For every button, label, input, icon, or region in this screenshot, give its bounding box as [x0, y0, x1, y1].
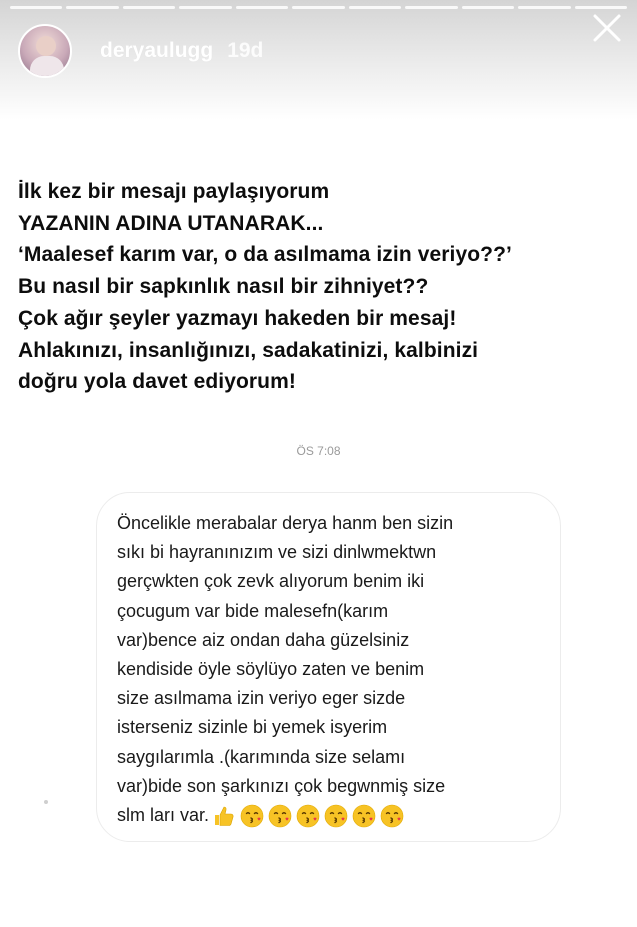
thumbs-up-icon [212, 804, 236, 828]
headline-line: Bu nasıl bir sapkınlık nasıl bir zihniyet?? [18, 275, 429, 299]
message-line: saygılarımla .(karımında size selamı [117, 746, 406, 767]
time-ago: 19d [227, 39, 264, 62]
message-line: slm ları var. [117, 805, 210, 826]
headline-line: İlk kez bir mesajı paylaşıyorum [18, 180, 330, 203]
progress-segment [462, 6, 514, 9]
username[interactable]: deryaulugg [100, 39, 214, 62]
story-headline [18, 176, 628, 398]
message-line: var)bence aiz ondan daha güzelsiniz [117, 629, 410, 650]
progress-segment [236, 6, 288, 9]
story-header [18, 22, 619, 80]
kiss-emoji-icon [380, 804, 404, 828]
message-last-line [117, 801, 557, 830]
headline-line: doğru yola davet ediyorum! [18, 370, 296, 394]
close-icon[interactable] [587, 8, 627, 48]
headline-line: Ahlakınızı, insanlığınızı, sadakatinizi, kalbinizi [18, 338, 479, 362]
progress-segment [66, 6, 118, 9]
progress-segment [292, 6, 344, 9]
progress-segment [349, 6, 401, 9]
progress-segment [123, 6, 175, 9]
decorative-dot [44, 800, 48, 804]
progress-segment [179, 6, 231, 9]
message-line: Öncelikle merabalar derya hanm ben sizin [117, 513, 454, 533]
progress-segment [10, 6, 62, 9]
progress-segment [405, 6, 457, 9]
message-line: var)bide son şarkınızı çok begwnmiş size [117, 775, 446, 796]
message-line: size asılmama izin veriyo eger sizde [117, 688, 406, 709]
emoji-row [212, 804, 404, 828]
headline-line: Çok ağır şeyler yazmayı hakeden bir mesaj! [18, 306, 457, 330]
headline-line: ‘Maalesef karım var, o da asılmama izin veriyo??’ [18, 243, 512, 267]
kiss-emoji-icon [324, 804, 348, 828]
message-line: sıkı bi hayranınızım ve sizi dinlwmektwn [117, 542, 437, 563]
message-line: çocugum var bide malesefn(karım [117, 600, 389, 621]
message-line: kendiside öyle söylüyo zaten ve benim [117, 659, 425, 680]
message-line: gerçwkten çok zevk alıyorum benim iki [117, 571, 425, 592]
headline-line: YAZANIN ADINA UTANARAK... [18, 211, 324, 235]
message-timestamp: ÖS 7:08 [296, 444, 341, 458]
kiss-emoji-icon [268, 804, 292, 828]
kiss-emoji-icon [352, 804, 376, 828]
kiss-emoji-icon [240, 804, 264, 828]
message-line: isterseniz sizinle bi yemek isyerim [117, 717, 388, 738]
progress-segment [518, 6, 570, 9]
kiss-emoji-icon [296, 804, 320, 828]
message-text [117, 509, 557, 830]
story-progress-bars [10, 6, 627, 10]
avatar[interactable] [18, 24, 72, 78]
